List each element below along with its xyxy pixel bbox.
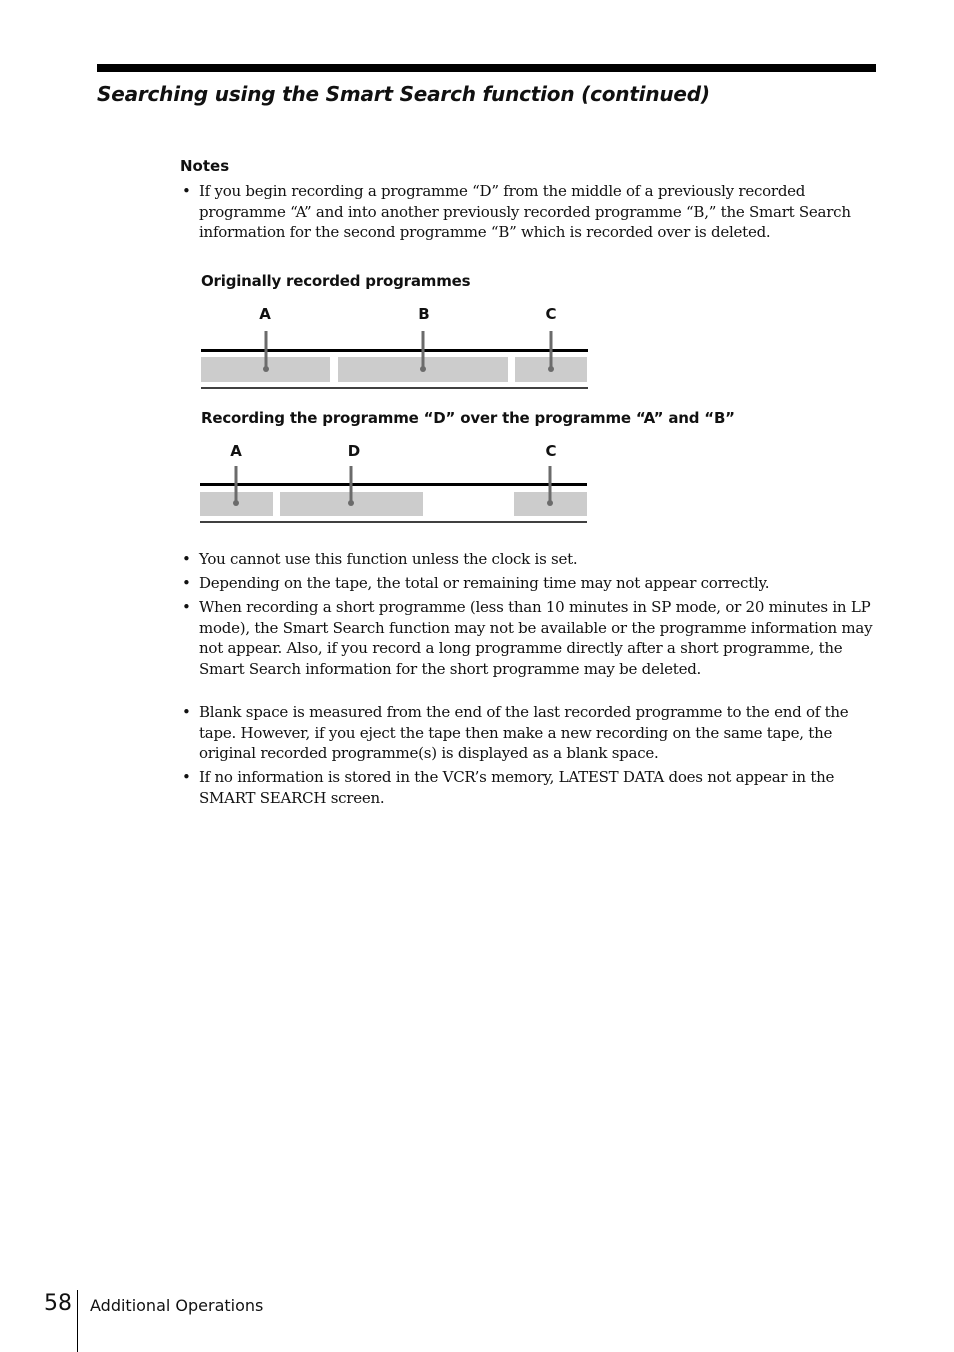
bullet-icon: •: [182, 182, 191, 200]
marker-dot: [233, 500, 239, 506]
bullet-icon: •: [182, 703, 191, 721]
marker-dot: [548, 366, 554, 372]
diagram-caption: Recording the programme “D” over the programme “A” and “B”: [201, 409, 735, 427]
note-item: Blank space is measured from the end of the last recorded programme to the end of the tape. However, if you eject the tape then make a new recording on the same tape, the original recorded programme(s) is displayed as a blank space.: [199, 703, 849, 762]
marker-dot: [547, 500, 553, 506]
note-item: When recording a short programme (less than 10 minutes in SP mode, or 20 minutes in LP mode), the Smart Search function may not be available or the programme information may not appear. Also, if you record a long programme directly after a short programme, the Smart Search information for the short programme may be deleted.: [199, 598, 873, 678]
bullet-icon: •: [182, 574, 191, 592]
footer-divider: [77, 1290, 78, 1352]
marker-dot: [263, 366, 269, 372]
marker-label: A: [259, 305, 271, 323]
tape-diagram-original: [0, 0, 954, 600]
marker-label: C: [545, 305, 557, 323]
note-item: Depending on the tape, the total or remaining time may not appear correctly.: [199, 574, 770, 592]
footer-section-title: Additional Operations: [90, 1296, 264, 1315]
marker-label: D: [347, 442, 361, 460]
note-item: If you begin recording a programme “D” from the middle of a previously recorded programme “A” and into another previously recorded programme “B,” the Smart Search information for the second programme “B” which is recorded over is deleted.: [199, 182, 851, 241]
marker-label: B: [418, 305, 430, 323]
bullet-icon: •: [182, 598, 191, 616]
marker-label: C: [545, 442, 557, 460]
marker-dot: [348, 500, 354, 506]
note-item: You cannot use this function unless the clock is set.: [199, 550, 578, 568]
note-item: If no information is stored in the VCR’s memory, LATEST DATA does not appear in the SMART SEARCH screen.: [199, 768, 835, 807]
page-title: Searching using the Smart Search function (continued): [97, 82, 710, 106]
bullet-icon: •: [182, 768, 191, 786]
notes-heading: Notes: [180, 157, 230, 175]
bullet-icon: •: [182, 550, 191, 568]
marker-dot: [420, 366, 426, 372]
marker-label: A: [230, 442, 242, 460]
page-number: 58: [44, 1291, 72, 1316]
diagram-caption: Originally recorded programmes: [201, 272, 471, 290]
